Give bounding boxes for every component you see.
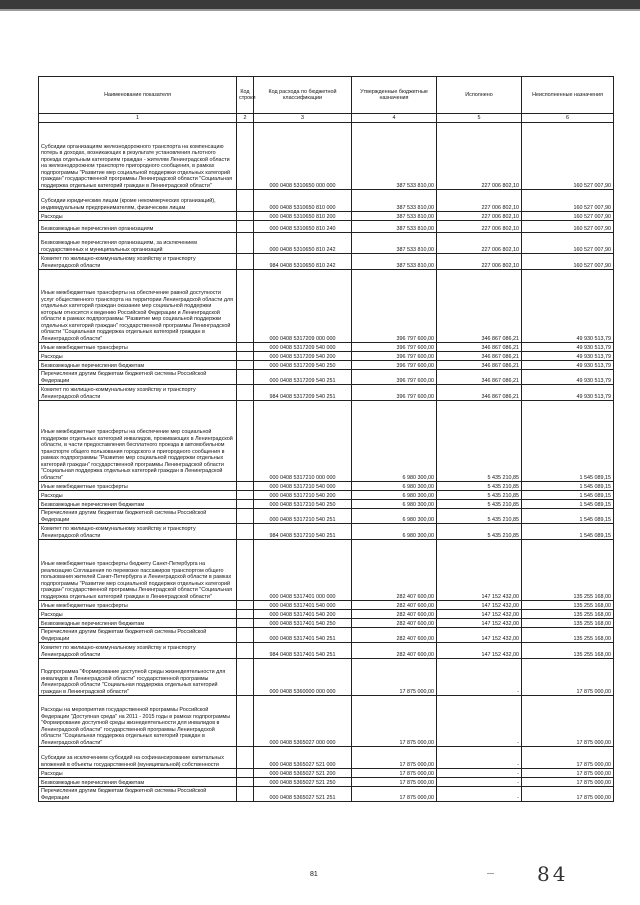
row-name: Иные межбюджетные трансферты на обеспечение мер социальной поддержки отдельных категорий инвалидов, проживающих в Ленинградской области, в части предоставления бесплатного проезда в автомобильном транспорте общего пользования городского и пригородного сообщения в рамках подпрограммы "Развитие мер социальной поддержки отдельных категорий граждан" государственной программы Ленинградской области "Социальная поддержка отдельных категорий граждан в Ленинградской области" (39, 401, 237, 482)
row-executed: 227 006 802,10 (437, 254, 522, 270)
row-expense-code: 000 0408 5317401 000 000 (254, 540, 352, 601)
row-unexecuted: 17 875 000,00 (522, 769, 614, 778)
row-line-code (237, 509, 254, 524)
row-approved: 17 875 000,00 (352, 696, 437, 747)
table-row (39, 509, 614, 524)
table-row (39, 221, 614, 233)
row-approved: 387 533 810,00 (352, 123, 437, 190)
table-row (39, 370, 614, 385)
row-approved: 396 797 600,00 (352, 370, 437, 385)
column-number: 1 (39, 114, 237, 123)
row-executed: 5 435 210,85 (437, 401, 522, 482)
row-line-code (237, 254, 254, 270)
row-expense-code: 000 0408 5317209 540 200 (254, 352, 352, 361)
row-unexecuted: 17 875 000,00 (522, 747, 614, 769)
row-approved: 6 980 300,00 (352, 491, 437, 500)
row-approved: 6 980 300,00 (352, 524, 437, 540)
row-executed: 5 435 210,85 (437, 491, 522, 500)
row-expense-code: 984 0408 5317401 540 251 (254, 643, 352, 659)
row-name: Перечисления другим бюджетам бюджетной системы Российской Федерации (39, 628, 237, 643)
row-executed: 147 152 432,00 (437, 643, 522, 659)
page-number: 81 (310, 871, 318, 878)
row-approved: 17 875 000,00 (352, 659, 437, 696)
row-executed: 5 435 210,85 (437, 482, 522, 491)
row-name: Субсидии за исключением субсидий на софинансирование капитальных вложений в объекты государственной (муниципальной) собственности (39, 747, 237, 769)
row-executed: 147 152 432,00 (437, 610, 522, 619)
header-indicator-name: Наименование показателя (39, 77, 237, 114)
row-expense-code: 000 0408 5317209 540 251 (254, 370, 352, 385)
row-unexecuted: 17 875 000,00 (522, 696, 614, 747)
table-row (39, 233, 614, 254)
row-name: Безвозмездные перечисления организациям (39, 221, 237, 233)
row-name: Расходы на мероприятия государственной программы Российской Федерации "Доступная среда" на 2011 - 2015 годы в рамках подпрограммы "Формирование доступной среды жизнедеятельности для инвалидов в Ленинградской области" государственной программы Ленинградской области "Социальная поддержка отдельных категорий граждан в Ленинградской области" (39, 696, 237, 747)
row-expense-code: 000 0408 5310650 810 200 (254, 212, 352, 221)
row-unexecuted: 160 527 007,90 (522, 221, 614, 233)
row-line-code (237, 491, 254, 500)
header-unexecuted: Неисполненные назначения (522, 77, 614, 114)
row-line-code (237, 385, 254, 401)
row-expense-code: 000 0408 5317210 540 000 (254, 482, 352, 491)
row-approved: 6 980 300,00 (352, 401, 437, 482)
row-approved: 6 980 300,00 (352, 482, 437, 491)
footer-dash: — (487, 870, 494, 877)
row-name: Расходы (39, 491, 237, 500)
row-line-code (237, 370, 254, 385)
row-approved: 6 980 300,00 (352, 509, 437, 524)
table-row (39, 123, 614, 190)
row-line-code (237, 343, 254, 352)
row-executed: - (437, 787, 522, 802)
table-row (39, 500, 614, 509)
row-line-code (237, 352, 254, 361)
row-expense-code: 000 0408 5317401 540 200 (254, 610, 352, 619)
row-name: Расходы (39, 352, 237, 361)
row-unexecuted: 1 545 089,15 (522, 509, 614, 524)
row-name: Расходы (39, 769, 237, 778)
row-name: Субсидии организациям железнодорожного транспорта на компенсацию потерь в доходах, возникающих в результате установления льготного проезда отдельным категориям граждан - жителям Ленинградской области на железнодорожном транспорте пригородного сообщения, в рамках подпрограммы "Развитие мер социальной поддержки отдельных категорий граждан" государственной программы Ленинградской области "Социальная поддержка отдельных категорий граждан в Ленинградской области" (39, 123, 237, 190)
row-expense-code: 000 0408 5317401 540 251 (254, 628, 352, 643)
row-executed: - (437, 778, 522, 787)
row-name: Безвозмездные перечисления бюджетам (39, 361, 237, 370)
row-executed: 346 867 086,21 (437, 343, 522, 352)
table-row (39, 270, 614, 343)
row-name: Иные межбюджетные трансферты на обеспечение равной доступности услуг общественного транспорта на территории Ленинградской области для отдельных категорий граждан оказание мер социальной поддержки которым относится к ведению Российской Федерации и Ленинградской области в рамках подпрограммы "Развитие мер социальной поддержки отдельных категорий граждан" государственной программы Ленинградской области "Социальная поддержка отдельных категорий граждан в Ленинградской области" (39, 270, 237, 343)
row-expense-code: 984 0408 5317210 540 251 (254, 524, 352, 540)
row-approved: 282 407 600,00 (352, 628, 437, 643)
table-row (39, 482, 614, 491)
row-name: Безвозмездные перечисления бюджетам (39, 778, 237, 787)
row-executed: - (437, 747, 522, 769)
row-name: Иные межбюджетные трансферты (39, 343, 237, 352)
row-name: Иные межбюджетные трансферты (39, 482, 237, 491)
row-expense-code: 000 0408 5365027 521 250 (254, 778, 352, 787)
row-line-code (237, 190, 254, 212)
row-line-code (237, 361, 254, 370)
row-expense-code: 000 0408 5310650 810 240 (254, 221, 352, 233)
column-number: 3 (254, 114, 352, 123)
row-approved: 282 407 600,00 (352, 643, 437, 659)
row-name: Иные межбюджетные трансферты (39, 601, 237, 610)
row-executed: 346 867 086,21 (437, 352, 522, 361)
row-approved: 387 533 810,00 (352, 254, 437, 270)
row-line-code (237, 482, 254, 491)
table-row (39, 628, 614, 643)
row-approved: 17 875 000,00 (352, 747, 437, 769)
row-unexecuted: 160 527 007,90 (522, 254, 614, 270)
row-approved: 17 875 000,00 (352, 787, 437, 802)
row-line-code (237, 524, 254, 540)
row-expense-code: 000 0408 5365027 000 000 (254, 696, 352, 747)
row-approved: 17 875 000,00 (352, 769, 437, 778)
row-executed: 147 152 432,00 (437, 540, 522, 601)
row-expense-code: 000 0408 5317401 540 000 (254, 601, 352, 610)
table-row (39, 659, 614, 696)
table-row (39, 401, 614, 482)
row-line-code (237, 643, 254, 659)
column-number: 5 (437, 114, 522, 123)
row-expense-code: 000 0408 5317210 000 000 (254, 401, 352, 482)
budget-report-table (38, 76, 614, 802)
row-expense-code: 000 0408 5317210 540 250 (254, 500, 352, 509)
row-line-code (237, 601, 254, 610)
row-unexecuted: 49 930 513,79 (522, 385, 614, 401)
row-unexecuted: 135 255 168,00 (522, 610, 614, 619)
column-number: 4 (352, 114, 437, 123)
row-name: Безвозмездные перечисления бюджетам (39, 500, 237, 509)
row-name: Расходы (39, 610, 237, 619)
row-name: Комитет по жилищно-коммунальному хозяйству и транспорту Ленинградской области (39, 643, 237, 659)
row-executed: 346 867 086,21 (437, 270, 522, 343)
row-line-code (237, 769, 254, 778)
table-row (39, 190, 614, 212)
table-row (39, 212, 614, 221)
table-row (39, 524, 614, 540)
row-approved: 282 407 600,00 (352, 610, 437, 619)
row-executed: 227 006 802,10 (437, 190, 522, 212)
row-executed: 227 006 802,10 (437, 233, 522, 254)
row-expense-code: 000 0408 5360000 000 000 (254, 659, 352, 696)
row-unexecuted: 17 875 000,00 (522, 787, 614, 802)
row-expense-code: 000 0408 5317210 540 251 (254, 509, 352, 524)
row-line-code (237, 696, 254, 747)
row-unexecuted: 1 545 089,15 (522, 482, 614, 491)
table-row (39, 619, 614, 628)
row-line-code (237, 540, 254, 601)
row-executed: 147 152 432,00 (437, 601, 522, 610)
row-unexecuted: 49 930 513,79 (522, 361, 614, 370)
row-unexecuted: 1 545 089,15 (522, 524, 614, 540)
table-row (39, 601, 614, 610)
handwritten-page-number: 84 (537, 862, 569, 886)
row-name: Субсидии юридическим лицам (кроме некоммерческих организаций), индивидуальным предпринимателям, физическим лицам (39, 190, 237, 212)
row-executed: 227 006 802,10 (437, 212, 522, 221)
column-number-row (39, 114, 614, 123)
table-row (39, 343, 614, 352)
table-row (39, 769, 614, 778)
row-line-code (237, 500, 254, 509)
row-name: Перечисления другим бюджетам бюджетной системы Российской Федерации (39, 370, 237, 385)
row-line-code (237, 778, 254, 787)
table-body (39, 123, 614, 802)
row-unexecuted: 135 255 168,00 (522, 540, 614, 601)
row-executed: - (437, 659, 522, 696)
row-name: Комитет по жилищно-коммунальному хозяйству и транспорту Ленинградской области (39, 524, 237, 540)
row-line-code (237, 123, 254, 190)
row-line-code (237, 233, 254, 254)
row-executed: 5 435 210,85 (437, 524, 522, 540)
row-approved: 387 533 810,00 (352, 190, 437, 212)
row-approved: 396 797 600,00 (352, 385, 437, 401)
row-executed: - (437, 769, 522, 778)
row-approved: 387 533 810,00 (352, 221, 437, 233)
row-executed: 227 006 802,10 (437, 123, 522, 190)
row-unexecuted: 1 545 089,15 (522, 500, 614, 509)
row-line-code (237, 221, 254, 233)
row-expense-code: 000 0408 5365027 521 000 (254, 747, 352, 769)
row-unexecuted: 160 527 007,90 (522, 190, 614, 212)
row-name: Перечисления другим бюджетам бюджетной системы Российской Федерации (39, 787, 237, 802)
row-executed: 346 867 086,21 (437, 361, 522, 370)
row-line-code (237, 628, 254, 643)
row-expense-code: 000 0408 5317209 540 250 (254, 361, 352, 370)
row-name: Комитет по жилищно-коммунальному хозяйству и транспорту Ленинградской области (39, 385, 237, 401)
row-expense-code: 000 0408 5317210 540 200 (254, 491, 352, 500)
row-name: Безвозмездные перечисления организациям, за исключением государственных и муниципальных организаций (39, 233, 237, 254)
row-unexecuted: 160 527 007,90 (522, 123, 614, 190)
row-unexecuted: 135 255 168,00 (522, 619, 614, 628)
row-unexecuted: 1 545 089,15 (522, 401, 614, 482)
table-row (39, 254, 614, 270)
row-approved: 282 407 600,00 (352, 540, 437, 601)
row-unexecuted: 49 930 513,79 (522, 370, 614, 385)
row-executed: 5 435 210,85 (437, 500, 522, 509)
row-line-code (237, 659, 254, 696)
row-approved: 396 797 600,00 (352, 361, 437, 370)
row-line-code (237, 619, 254, 628)
table-row (39, 491, 614, 500)
scan-top-border-shadow (0, 9, 640, 11)
row-executed: 346 867 086,21 (437, 370, 522, 385)
row-unexecuted: 49 930 513,79 (522, 343, 614, 352)
column-number: 2 (237, 114, 254, 123)
row-line-code (237, 787, 254, 802)
table-row (39, 540, 614, 601)
row-expense-code: 000 0408 5365027 521 251 (254, 787, 352, 802)
row-executed: 5 435 210,85 (437, 509, 522, 524)
row-line-code (237, 747, 254, 769)
row-executed: 147 152 432,00 (437, 619, 522, 628)
row-name: Комитет по жилищно-коммунальному хозяйству и транспорту Ленинградской области (39, 254, 237, 270)
row-approved: 387 533 810,00 (352, 233, 437, 254)
row-expense-code: 984 0408 5310650 810 242 (254, 254, 352, 270)
row-expense-code: 000 0408 5317209 540 000 (254, 343, 352, 352)
row-executed: 227 006 802,10 (437, 221, 522, 233)
row-approved: 396 797 600,00 (352, 270, 437, 343)
table-row (39, 696, 614, 747)
row-line-code (237, 610, 254, 619)
row-name: Перечисления другим бюджетам бюджетной системы Российской Федерации (39, 509, 237, 524)
row-expense-code: 000 0408 5317209 000 000 (254, 270, 352, 343)
table-row (39, 778, 614, 787)
row-name: Иные межбюджетные трансферты бюджету Санкт-Петербурга на реализацию Соглашения по перевозке пассажиров транспортом общего пользования жителей Санкт-Петербурга и Ленинградской области в рамках подпрограммы "Развитие мер социальной поддержки отдельных категорий граждан" государственной программы Ленинградской области "Социальная поддержка отдельных категорий граждан в Ленинградской области" (39, 540, 237, 601)
table-row (39, 361, 614, 370)
scan-top-border (0, 0, 640, 9)
header-approved: Утвержденные бюджетные назначения (352, 77, 437, 114)
row-approved: 396 797 600,00 (352, 352, 437, 361)
row-unexecuted: 135 255 168,00 (522, 601, 614, 610)
row-approved: 282 407 600,00 (352, 601, 437, 610)
table-row (39, 643, 614, 659)
row-approved: 396 797 600,00 (352, 343, 437, 352)
table-row (39, 747, 614, 769)
row-expense-code: 000 0408 5310650 810 000 (254, 190, 352, 212)
header-expense-code: Код расхода по бюджетной классификации (254, 77, 352, 114)
row-line-code (237, 401, 254, 482)
row-expense-code: 984 0408 5317209 540 251 (254, 385, 352, 401)
row-unexecuted: 1 545 089,15 (522, 491, 614, 500)
row-name: Безвозмездные перечисления бюджетам (39, 619, 237, 628)
column-number: 6 (522, 114, 614, 123)
row-executed: 147 152 432,00 (437, 628, 522, 643)
row-unexecuted: 49 930 513,79 (522, 270, 614, 343)
row-name: Расходы (39, 212, 237, 221)
row-unexecuted: 17 875 000,00 (522, 778, 614, 787)
row-approved: 387 533 810,00 (352, 212, 437, 221)
row-unexecuted: 160 527 007,90 (522, 233, 614, 254)
row-line-code (237, 212, 254, 221)
row-unexecuted: 17 875 000,00 (522, 659, 614, 696)
row-unexecuted: 49 930 513,79 (522, 352, 614, 361)
row-unexecuted: 135 255 168,00 (522, 643, 614, 659)
row-approved: 282 407 600,00 (352, 619, 437, 628)
table-row (39, 787, 614, 802)
row-executed: - (437, 696, 522, 747)
table-row (39, 385, 614, 401)
row-expense-code: 000 0408 5317401 540 250 (254, 619, 352, 628)
row-approved: 17 875 000,00 (352, 778, 437, 787)
row-approved: 6 980 300,00 (352, 500, 437, 509)
row-name: Подпрограмма "Формирование доступной среды жизнедеятельности для инвалидов в Ленинградской области" государственной программы Ленинградской области "Социальная поддержка отдельных категорий граждан в Ленинградской области" (39, 659, 237, 696)
row-unexecuted: 135 255 168,00 (522, 628, 614, 643)
table-header-row (39, 77, 614, 114)
header-line-code: Код строки (237, 77, 254, 114)
header-executed: Исполнено (437, 77, 522, 114)
row-executed: 346 867 086,21 (437, 385, 522, 401)
row-expense-code: 000 0408 5365027 521 200 (254, 769, 352, 778)
row-expense-code: 000 0408 5310650 810 242 (254, 233, 352, 254)
row-line-code (237, 270, 254, 343)
row-expense-code: 000 0408 5310650 000 000 (254, 123, 352, 190)
table-row (39, 352, 614, 361)
table-row (39, 610, 614, 619)
row-unexecuted: 160 527 007,90 (522, 212, 614, 221)
